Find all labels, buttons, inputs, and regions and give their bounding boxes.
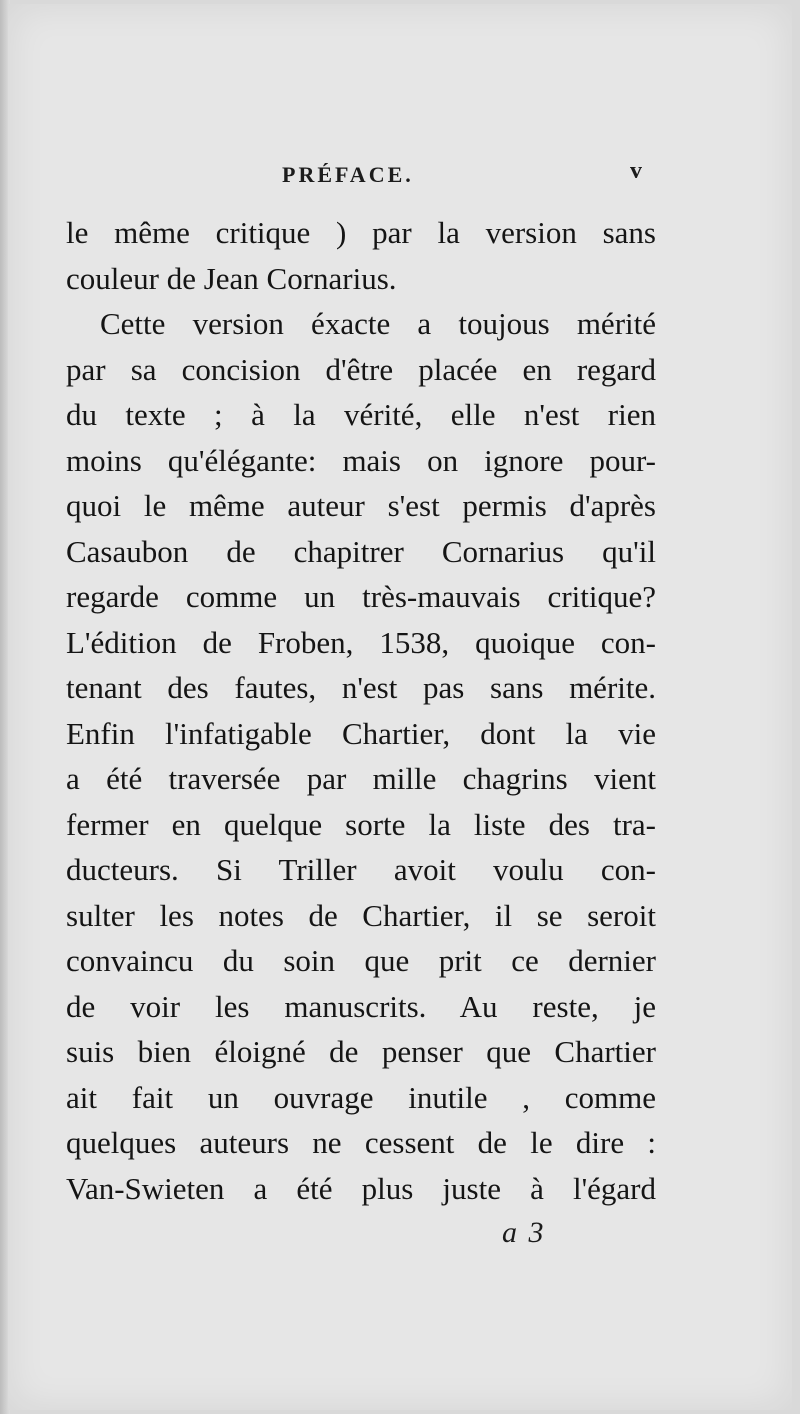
text-line: quelques auteurs ne cessent de le dire : [66,1125,656,1160]
page-number: v [630,158,642,184]
text-line: par sa concision d'être placée en regard [66,351,656,387]
text-line: du texte ; à la vérité, elle n'est rien [66,397,656,432]
text-line: Cette version éxacte a toujous mérité [100,306,656,341]
text-line: couleur de Jean Cornarius. [66,260,397,296]
text-line: fermer en quelque sorte la liste des tra- [66,806,656,842]
text-line: tenant des fautes, n'est pas sans mérite. [66,670,656,705]
text-line: Van-Swieten a été plus juste à l'égard [66,1170,656,1206]
text-line: a été traversée par mille chagrins vient [66,761,656,796]
text-line: ait fait un ouvrage inutile , comme [66,1079,656,1115]
text-line: convaincu du soin que prit ce dernier [66,943,656,978]
body-text [66,210,656,1211]
signature-mark: a 3 [502,1216,546,1249]
text-line: sulter les notes de Chartier, il se seroit [66,897,656,933]
text-line: Enfin l'infatigable Chartier, dont la vie [66,715,656,751]
text-line: moins qu'élégante: mais on ignore pour- [66,442,656,478]
page-header [0,158,800,198]
text-line: Casaubon de chapitrer Cornarius qu'il [66,533,656,569]
running-title: PRÉFACE. [282,162,414,187]
text-line: le même critique ) par la version sans [66,215,656,250]
text-line: regarde comme un très-mauvais critique? [66,579,656,614]
text-line: ducteurs. Si Triller avoit voulu con- [66,852,656,887]
text-line: suis bien éloigné de penser que Chartier [66,1034,656,1069]
text-line: L'édition de Froben, 1538, quoique con- [66,624,656,660]
text-line: de voir les manuscrits. Au reste, je [66,988,656,1024]
text-line: quoi le même auteur s'est permis d'après [66,488,656,523]
